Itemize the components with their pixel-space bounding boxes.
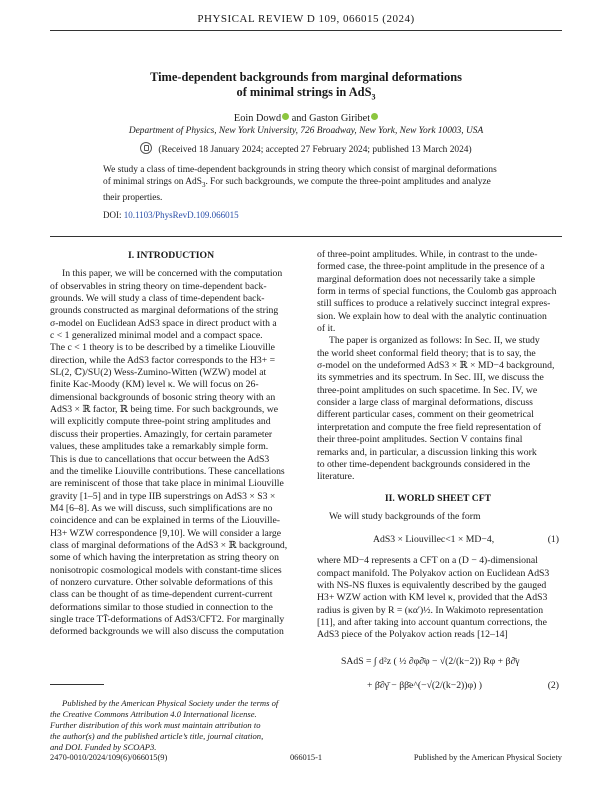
text-line: class of marginal deformations of the AdS3 × ℝ background, [50,539,288,551]
doi: DOI: 10.1103/PhysRevD.109.066015 [103,210,239,220]
text-line: c < 1 generalized minimal model and a compact space. [50,330,263,342]
text-line: different particular cases, comment on their geometrical [317,409,534,421]
affiliation: Department of Physics, New York University, 726 Broadway, New York, New York 10003, USA [128,126,484,136]
text-line: the author(s) and the published article’s title, journal citation, [50,731,264,741]
text-line: finite Kac-Moody (KM) level κ. We will focus on 26- [50,379,259,391]
abstract-rule [50,236,562,237]
text-line: formed case, the three-point amplitude in the presence of a [317,261,545,273]
text-line: of it. [317,323,336,335]
text-line: interpretation and compute the free field representation of [317,421,542,433]
running-head: PHYSICAL REVIEW D 109, 066015 (2024) [197,13,415,25]
footer-issn: 2470-0010/2024/109(6)/066015(9) [50,753,168,762]
text-line: literature. [317,471,355,483]
right-column [317,249,559,706]
author-2[interactable]: Gaston Giribet [309,113,371,124]
orcid-icon[interactable] [371,113,378,120]
text-line: will explicitly compute three-point string amplitudes and [50,416,271,428]
text-line: their three-point amplitudes. Section V contains final [317,434,523,446]
text-line: Published by the American Physical Society under the terms of [62,698,279,708]
open-access-icon [140,142,152,154]
text-line: The paper is organized as follows: In Sec. II, we study [329,335,540,347]
authors: Eoin Dowd and Gaston Giribet [80,113,532,124]
text-line: direction, while the AdS3 factor corresponds to the H3+ = [50,354,276,366]
text-line: of three-point amplitudes. While, in contrast to the unde- [317,249,538,260]
text-line: nonisotropic cosmological models with constant-time slices [50,564,282,576]
text-line: AdS3 × ℝ factor, ℝ being time. For such backgrounds, we [50,404,279,416]
text-line: form in terms of special functions, the Coulomb gas approach [317,286,557,298]
text-line: grounds constructed as marginal deformations of the string [50,305,279,317]
text-line: of nonzero curvature. Other solvable deformations of this [50,576,273,588]
text-line: still suffices to produce a relatively succinct integral expres- [317,298,551,310]
abstract: We study a class of time-dependent backgrounds in string theory which consist of marginal deformations of minimal strings on AdS$_3$. For such backgrounds, we compute the three-point amplitudes and analyze their properties. [103,165,497,203]
section-2-text [317,555,559,641]
text-line: single trace TT̄-deformations of AdS3/CFT2. For marginally [50,613,285,625]
text-line: values, these amplitudes take a remarkably simple form. [50,441,269,453]
text-line: to other time-dependent backgrounds considered in the [317,458,531,470]
text-line: In this paper, we will be concerned with the computation [62,268,283,280]
text-line: the Creative Commons Attribution 4.0 International license. [50,709,257,719]
text-line: radius is given by R = (κα′)½. In Wakimoto representation [317,604,544,616]
footer-page: 066015-1 [289,753,323,762]
paper-title [80,70,532,104]
left-column [50,250,292,639]
text-line: sion. We explain how to deal with the analytic continuation [317,310,547,322]
text-line: are reminiscent of those that take place in minimal Liouville [50,478,284,490]
text-line: σ-model on the undeformed AdS3 × ℝ × MD−4 background, [317,360,555,372]
author-1[interactable]: Eoin Dowd [233,113,282,124]
text-line: SL(2, ℂ)/SU(2) Wess-Zumino-Witten (WZW) model at [50,367,267,379]
doi-link[interactable]: 10.1103/PhysRevD.109.066015 [123,210,239,220]
orcid-icon[interactable] [282,113,289,120]
text-line: AdS3 piece of the Polyakov action reads [12–14] [317,629,508,641]
text-line: marginal deformation does not necessarily take a simple [317,273,535,285]
text-line: its symmetries and its spectrum. In Sec. III, we discuss the [317,372,544,384]
text-line: σ-model on Euclidean AdS3 space in direct product with a [50,317,277,329]
text-line: grounds. We will study a class of time-dependent back- [50,293,265,305]
text-line: gravity [1–5] and in type IIB superstrings on AdS3 × S3 × [50,490,276,502]
text-line: deformed backgrounds we will also discuss the computation [50,626,284,638]
outline-paragraph [317,335,559,483]
section-heading: I. INTRODUCTION [127,250,215,261]
text-line: of observables in string theory on time-dependent back- [50,280,267,292]
footnote-rule [50,684,104,685]
text-line: and the timelike Liouville contributions. These cancellations [50,465,285,477]
text-line: dimensional backgrounds of bosonic string theory with an [50,391,276,403]
section-intro: We will study backgrounds of the form [329,510,481,522]
title-line-2: of minimal strings in AdS$_3$ [236,85,376,102]
text-line: deformations similar to those studied in connection to the [50,601,273,613]
license-footnote [50,698,292,753]
text-line: some of which having the interpretation as string theory on [50,552,279,564]
title-line-1: Time-dependent backgrounds from marginal deformations [150,70,462,84]
text-line: This is due to cancellations that occur between the AdS3 [50,453,270,465]
publication-dates: (Received 18 January 2024; accepted 27 February 2024; published 13 March 2024) [60,142,552,155]
text-line: where MD−4 represents a CFT on a (D − 4)-dimensional [317,555,538,567]
equation-2: SAdS = ∫ d²z ( ½ ∂φ∂̄φ − √(2/(k−2)) Rφ + β∂̄γ + β̄∂γ̄ − ββ̄e^(−√(2/(k−2))φ) ) (2) [341,655,559,691]
text-line: and DOI. Funded by SCOAP3. [50,742,157,752]
intro-continued [317,249,559,335]
text-line: three-point amplitudes on such spacetime. In Sec. IV, we [317,384,538,396]
text-line: H3+ WZW correspondence [9,10]. We will consider a large [50,527,282,539]
text-line: Further distribution of this work must maintain attribution to [50,720,261,730]
text-line: with NS-NS fluxes is equivalently described by the gauged [317,579,547,591]
text-line: [11], and after taking into account quantum corrections, the [317,616,547,628]
text-line: remarks and, in particular, a discussion linking this work [317,446,537,458]
text-line: coincidence and can be explained in terms of the Liouville- [50,515,280,527]
footer-publisher: Published by the American Physical Society [413,753,562,762]
text-line: compact manifold. The Polyakov action on Euclidean AdS3 [317,567,550,579]
equation-1: AdS3 × Liouvillec<1 × MD−4, (1) [373,534,559,546]
section-heading: II. WORLD SHEET CFT [384,492,492,504]
header-rule [50,30,562,31]
text-line: the world sheet conformal field theory; that is to say, the [317,347,536,359]
text-line: H3+ WZW action with KM level κ, provided that the AdS3 [317,592,548,604]
intro-text [50,268,292,638]
text-line: discuss their properties. Amazingly, for certain parameter [50,428,273,440]
text-line: consider a large class of marginal deformations, discuss [317,397,533,409]
text-line: class can be thought of as time-dependent current-current [50,589,273,601]
text-line: The c < 1 theory is to be described by a timelike Liouville [50,342,275,354]
text-line: M4 [6–8]. As we will discuss, such simplifications are no [50,502,273,514]
